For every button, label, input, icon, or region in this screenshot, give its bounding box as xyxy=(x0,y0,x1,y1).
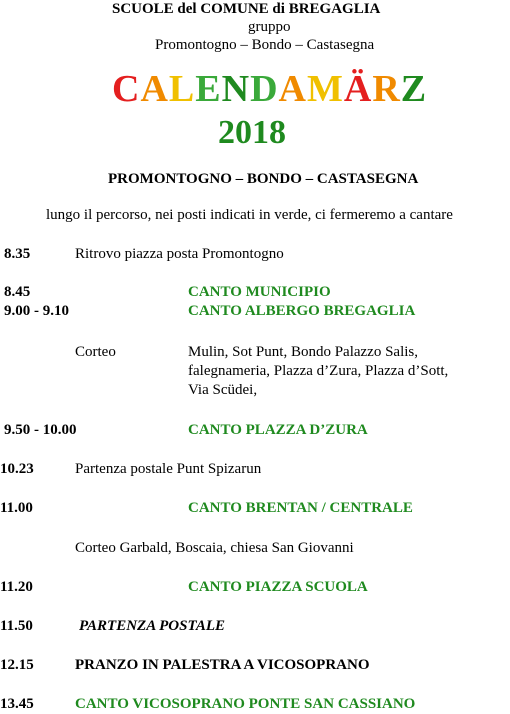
time-label: 13.45 xyxy=(0,696,34,712)
song-stop: CANTO ALBERGO BREGAGLIA xyxy=(188,303,416,319)
schedule-entry: Ritrovo piazza posta Promontogno xyxy=(75,246,284,262)
group-label: gruppo xyxy=(248,19,291,35)
schedule-entry: Partenza postale Punt Spizarun xyxy=(75,461,262,477)
corteo-route: Corteo Garbald, Boscaia, chiesa San Giovanni xyxy=(75,540,354,556)
intro-text: lungo il percorso, nei posti indicati in verde, ci fermeremo a cantare xyxy=(46,207,453,223)
corteo-label: Corteo xyxy=(75,344,116,360)
route-subtitle: PROMONTOGNO – BONDO – CASTASEGNA xyxy=(108,171,419,187)
corteo-route: Mulin, Sot Punt, Bondo Palazzo Salis, xyxy=(188,344,419,360)
title-letter: E xyxy=(195,68,222,110)
time-label: 8.35 xyxy=(4,246,31,262)
time-label: 11.00 xyxy=(0,500,33,516)
year-title: 2018 xyxy=(218,114,286,151)
group-locations: Promontogno – Bondo – Castasegna xyxy=(155,37,375,53)
calendamarz-title xyxy=(112,68,427,110)
time-label: 8.45 xyxy=(4,284,31,300)
corteo-route: Via Scüdei, xyxy=(188,382,258,398)
title-letter: Ä xyxy=(343,68,373,110)
title-letter: C xyxy=(112,68,141,110)
song-stop: CANTO MUNICIPIO xyxy=(188,284,331,300)
schedule-entry: PRANZO IN PALESTRA A VICOSOPRANO xyxy=(75,657,370,673)
time-label: 11.50 xyxy=(0,618,33,634)
time-label: 9.50 - 10.00 xyxy=(4,422,77,438)
corteo-route: falegnameria, Plazza d’Zura, Plazza d’Sott, xyxy=(188,363,449,379)
title-letter: N xyxy=(221,68,251,110)
song-stop: CANTO PIAZZA SCUOLA xyxy=(188,579,368,595)
title-letter: M xyxy=(306,68,344,110)
time-label: 12.15 xyxy=(0,657,34,673)
time-label: 9.00 - 9.10 xyxy=(4,303,69,319)
title-letter: R xyxy=(372,68,401,110)
title-letter: L xyxy=(168,68,196,110)
title-letter: D xyxy=(250,68,279,110)
title-letter: A xyxy=(278,68,307,110)
song-stop: CANTO PLAZZA D’ZURA xyxy=(188,422,368,438)
title-letter: A xyxy=(140,68,169,110)
time-label: 11.20 xyxy=(0,579,33,595)
schedule-entry: PARTENZA POSTALE xyxy=(79,618,225,634)
time-label: 10.23 xyxy=(0,461,34,477)
title-letter: Z xyxy=(400,68,428,110)
school-heading: SCUOLE del COMUNE di BREGAGLIA xyxy=(112,1,381,17)
song-stop: CANTO BRENTAN / CENTRALE xyxy=(188,500,413,516)
song-stop: CANTO VICOSOPRANO PONTE SAN CASSIANO xyxy=(75,696,416,712)
